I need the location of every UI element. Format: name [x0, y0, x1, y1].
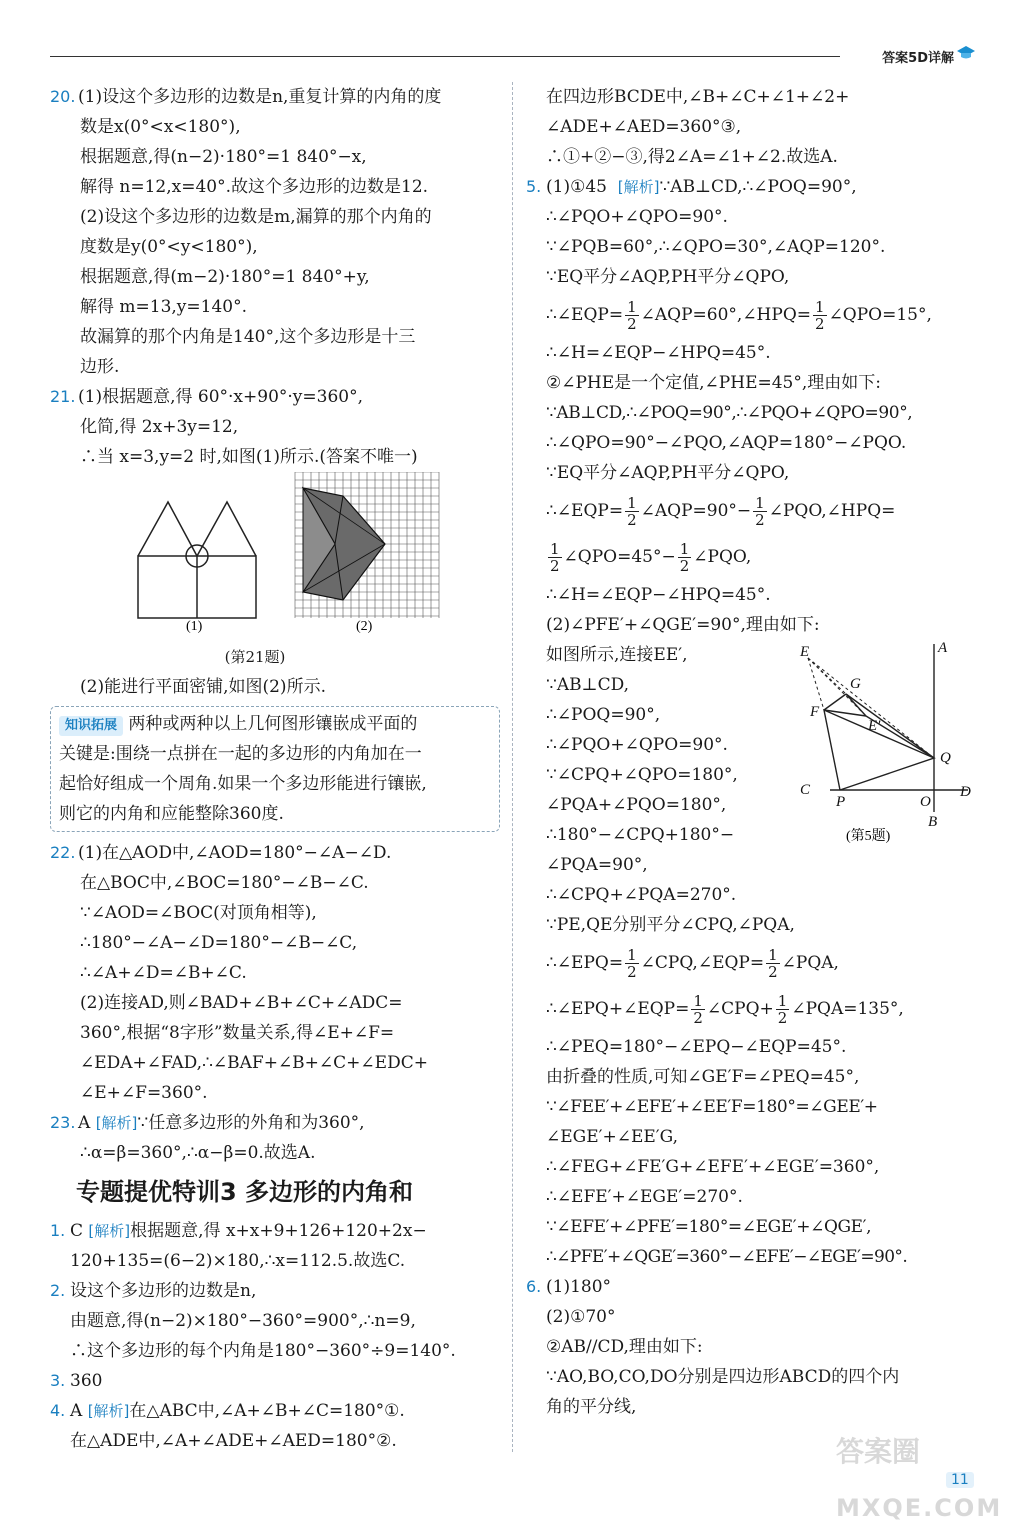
text-line: 在四边形BCDE中,∠B+∠C+∠1+∠2+: [546, 87, 850, 107]
text-segment: ∴∠EPQ+∠EQP=: [546, 999, 690, 1019]
text-line: ∴∠PEQ=180°−∠EPQ−∠EQP=45°.: [546, 1037, 847, 1057]
figure-caption: (第21题): [224, 648, 286, 666]
text-line: ∴∠POQ=90°,: [546, 705, 661, 725]
special-question-5: [526, 172, 982, 1272]
text-line: 360°,根据“8字形”数量关系,得∠E+∠F=: [80, 1023, 395, 1043]
text-line: ∵∠PQB=60°,∴∠QPO=30°,∠AQP=120°.: [546, 237, 886, 257]
fraction-numerator: 1: [627, 494, 637, 512]
text-line: [526, 986, 982, 1032]
text-line: 起恰好组成一个周角.如果一个多边形能进行镶嵌,: [59, 774, 427, 794]
text-line: 根据题意,得(m−2)·180°=1 840°+y,: [80, 267, 370, 287]
text-segment: ∠CPQ,∠EQP=: [640, 953, 765, 973]
text-line: ∠PQA=90°,: [546, 855, 648, 875]
fraction-half: [813, 299, 827, 332]
text-line: 关键是:围绕一点拼在一起的多边形的内角加在一: [59, 744, 422, 764]
question-number: 5.: [526, 177, 542, 196]
text-line: 360: [70, 1371, 103, 1391]
text-line: ∠E+∠F=360°.: [80, 1083, 208, 1103]
fraction-denominator: 2: [755, 511, 765, 529]
point-label: A: [938, 640, 948, 656]
text-line: ∵PE,QE分别平分∠CPQ,∠PQA,: [546, 915, 795, 935]
fraction-half: [766, 947, 780, 980]
text-line: ∴∠PFE′+∠QGE′=360°−∠EFE′−∠EGE′=90°.: [546, 1247, 908, 1267]
fraction-half: [548, 541, 562, 574]
text-line: ∴∠H=∠EQP−∠HPQ=45°.: [546, 343, 771, 363]
text-line: ∴180°−∠A−∠D=180°−∠B−∠C,: [80, 933, 358, 953]
text-line: ∴∠QPO=90°−∠PQO,∠AQP=180°−∠PQO.: [546, 433, 907, 453]
text-line: 120+135=(6−2)×180,∴x=112.5.故选C.: [70, 1251, 406, 1271]
question-number: 2.: [50, 1281, 66, 1300]
fraction-denominator: 2: [768, 963, 778, 981]
text-segment: ∠PQA,: [781, 953, 839, 973]
point-label: D: [960, 784, 971, 800]
fraction-half: [625, 495, 639, 528]
analysis-tag: [解析]: [87, 1402, 130, 1420]
figure-label: (1): [186, 619, 203, 634]
text-line: [526, 940, 982, 986]
text-line: ∵AB⊥CD,∴∠POQ=90°,: [659, 177, 857, 197]
fraction-denominator: 2: [627, 315, 637, 333]
point-label: Q: [940, 750, 951, 766]
point-label: E: [800, 644, 810, 660]
text-line: (2)连接AD,则∠BAD+∠B+∠C+∠ADC=: [80, 993, 403, 1013]
watermark-logo: 答案圈: [836, 1435, 921, 1468]
point-label: E′: [868, 718, 881, 734]
text-line: ∵任意多边形的外角和为360°,: [137, 1113, 365, 1133]
text-line: 在△BOC中,∠BOC=180°−∠B−∠C.: [80, 873, 369, 893]
question-number: 3.: [50, 1371, 66, 1390]
fraction-numerator: 1: [679, 540, 690, 558]
text-line: 度数是y(0°<y<180°),: [80, 237, 258, 257]
watermark-url: MXQE.COM: [836, 1494, 1003, 1522]
point-label: C: [800, 782, 811, 798]
text-line: (1)180°: [546, 1277, 612, 1297]
text-line: 如图所示,连接EE′,: [546, 645, 688, 665]
special-question-1: [50, 1216, 500, 1276]
fraction-denominator: 2: [627, 511, 637, 529]
special-question-6: [526, 1272, 982, 1422]
fraction-denominator: 2: [679, 557, 690, 575]
text-line: ∴α=β=360°,∴α−β=0.故选A.: [80, 1143, 316, 1163]
text-line: (1)设这个多边形的边数是n,重复计算的内角的度: [78, 87, 442, 107]
text-line: 在△ABC中,∠A+∠B+∠C=180°①.: [129, 1401, 405, 1421]
text-line: 设这个多边形的边数是n,: [70, 1281, 257, 1301]
question-number: 20.: [50, 87, 76, 106]
text-segment: ∴∠EQP=: [546, 305, 624, 325]
text-line: (1)根据题意,得 60°·x+90°·y=360°,: [78, 387, 363, 407]
text-line: ∴这个多边形的每个内角是180°−360°÷9=140°.: [70, 1341, 456, 1361]
text-line: [526, 534, 982, 580]
question-number: 23.: [50, 1113, 76, 1132]
special-question-4: [50, 1396, 500, 1456]
answer-choice: C: [70, 1221, 84, 1241]
point-label: O: [920, 794, 931, 810]
text-line: ∴180°−∠CPQ+180°−: [546, 825, 735, 845]
text-line: (2)∠PFE′+∠QGE′=90°,理由如下:: [546, 615, 820, 635]
fraction-half: [753, 495, 767, 528]
question-number: 21.: [50, 387, 76, 406]
text-line: ∵AO,BO,CO,DO分别是四边形ABCD的四个内: [546, 1367, 900, 1387]
text-line: ∴①+②−③,得2∠A=∠1+∠2.故选A.: [546, 147, 838, 167]
text-segment: ∠AQP=90°−: [640, 501, 752, 521]
text-line: ∴当 x=3,y=2 时,如图(1)所示.(答案不唯一): [80, 447, 418, 467]
figure-caption: (第5题): [846, 829, 891, 844]
text-line: ∵∠EFE′+∠PFE′=180°=∠EGE′+∠QGE′,: [546, 1217, 872, 1237]
fraction-half: [625, 299, 639, 332]
question-number: 22.: [50, 843, 76, 862]
header-rule: [50, 56, 840, 57]
figure-21: [50, 472, 500, 642]
answer-choice: A: [78, 1113, 91, 1133]
text-line: ∠EGE′+∠EE′G,: [546, 1127, 679, 1147]
fraction-half: [678, 541, 692, 574]
text-line: ∠ADE+∠AED=360°③,: [546, 117, 742, 137]
point-label: F: [810, 704, 820, 720]
text-line: ∵AB⊥CD,: [546, 675, 630, 695]
text-line: ∵∠AOD=∠BOC(对顶角相等),: [80, 903, 317, 923]
text-line: 则它的内角和应能整除360度.: [59, 804, 284, 824]
text-line: 在△ADE中,∠A+∠ADE+∠AED=180°②.: [70, 1431, 397, 1451]
text-line: ∴∠H=∠EQP−∠HPQ=45°.: [546, 585, 771, 605]
text-line: (2)设这个多边形的边数是m,漏算的那个内角的: [80, 207, 432, 227]
text-line: 故漏算的那个内角是140°,这个多边形是十三: [80, 327, 416, 347]
special-question-3: [50, 1366, 500, 1396]
fraction-denominator: 2: [777, 1009, 788, 1027]
text-line: 根据题意,得(n−2)·180°=1 840°−x,: [80, 147, 367, 167]
fraction-half: [776, 993, 790, 1026]
analysis-tag: [解析]: [95, 1114, 138, 1132]
fraction-half: [691, 993, 705, 1026]
question-20: [50, 82, 500, 382]
text-line: ∴∠EFE′+∠EGE′=270°.: [546, 1187, 743, 1207]
text-segment: ∠CPQ+: [706, 999, 774, 1019]
text-line: (1)在△AOD中,∠AOD=180°−∠A−∠D.: [78, 843, 392, 863]
fraction-numerator: 1: [550, 540, 560, 558]
header-title: 答案5D详解: [882, 51, 954, 66]
fraction-denominator: 2: [627, 963, 637, 981]
text-line: ∴∠FEG+∠FE′G+∠EFE′+∠EGE′=360°,: [546, 1157, 880, 1177]
section-title: 专题提优特训3 多边形的内角和: [76, 1178, 414, 1206]
text-line: 数是x(0°<x<180°),: [80, 117, 241, 137]
text-line: ∠PQA+∠PQO=180°,: [546, 795, 727, 815]
question-22: [50, 838, 500, 1108]
text-segment: ∴∠EQP=: [546, 501, 624, 521]
text-line: 两种或两种以上几何图形镶嵌成平面的: [128, 714, 418, 734]
text-segment: ∠PQO,: [693, 547, 752, 567]
figure-21-drawing: [50, 472, 500, 642]
text-line: 解得 n=12,x=40°.故这个多边形的边数是12.: [80, 177, 429, 197]
text-line: ∵EQ平分∠AQP,PH平分∠QPO,: [546, 267, 790, 287]
analysis-tag: [解析]: [617, 178, 660, 196]
text-line: [526, 292, 982, 338]
figure-5: [786, 634, 986, 844]
text-line: ∴∠CPQ+∠PQA=270°.: [546, 885, 737, 905]
point-label: P: [836, 794, 846, 810]
fraction-denominator: 2: [550, 557, 560, 575]
fraction-denominator: 2: [815, 315, 825, 333]
special-question-2: [50, 1276, 500, 1366]
text-line: (2)①70°: [546, 1307, 616, 1327]
question-number: 6.: [526, 1277, 542, 1296]
text-line: ∵AB⊥CD,∴∠POQ=90°,∴∠PQO+∠QPO=90°,: [546, 403, 913, 423]
text-line: 由折叠的性质,可知∠GE′F=∠PEQ=45°,: [546, 1067, 860, 1087]
fraction-numerator: 1: [768, 946, 778, 964]
page-number: 11: [946, 1472, 974, 1488]
fraction-numerator: 1: [815, 298, 825, 316]
text-segment: ∠PQO,∠HPQ=: [768, 501, 896, 521]
question-21: [50, 382, 500, 702]
text-line: ∴∠A+∠D=∠B+∠C.: [80, 963, 247, 983]
fraction-numerator: 1: [627, 946, 637, 964]
fraction-half: [625, 947, 639, 980]
text-line: (1)①45: [546, 177, 607, 197]
fraction-numerator: 1: [755, 494, 765, 512]
question-number: 1.: [50, 1221, 66, 1240]
text-line: ∵∠CPQ+∠QPO=180°,: [546, 765, 738, 785]
point-label: G: [850, 676, 861, 692]
question-number: 4.: [50, 1401, 66, 1420]
text-segment: ∠AQP=60°,∠HPQ=: [640, 305, 812, 325]
text-line: ∴∠PQO+∠QPO=90°.: [546, 735, 728, 755]
text-line: ∴∠PQO+∠QPO=90°.: [546, 207, 728, 227]
knowledge-tip-label: 知识拓展: [59, 716, 123, 736]
column-divider: [512, 82, 513, 1452]
text-segment: ∴∠EPQ=: [546, 953, 624, 973]
text-line: ②AB//CD,理由如下:: [546, 1337, 703, 1357]
left-column: [50, 82, 500, 1456]
text-line: 边形.: [80, 357, 120, 377]
figure-5-block: [526, 640, 982, 880]
fraction-numerator: 1: [627, 298, 637, 316]
fraction-numerator: 1: [777, 992, 788, 1010]
text-line: 由题意,得(n−2)×180°−360°=900°,∴n=9,: [70, 1311, 416, 1331]
text-line: 解得 m=13,y=140°.: [80, 297, 248, 317]
text-line: ②∠PHE是一个定值,∠PHE=45°,理由如下:: [546, 373, 881, 393]
text-line: (2)能进行平面密铺,如图(2)所示.: [80, 677, 326, 697]
figure-label: (2): [356, 619, 373, 634]
knowledge-tip-box: [50, 706, 500, 832]
answer-choice: A: [70, 1401, 83, 1421]
text-line: ∵EQ平分∠AQP,PH平分∠QPO,: [546, 463, 790, 483]
text-segment: ∠QPO=15°,: [828, 305, 932, 325]
text-line: 根据题意,得 x+x+9+126+120+2x−: [130, 1221, 427, 1241]
fraction-denominator: 2: [693, 1009, 703, 1027]
analysis-tag: [解析]: [88, 1222, 131, 1240]
text-segment: ∠QPO=45°−: [563, 547, 676, 567]
text-line: 角的平分线,: [546, 1397, 637, 1417]
text-segment: ∠PQA=135°,: [791, 999, 904, 1019]
right-column: [526, 82, 982, 1422]
fraction-numerator: 1: [693, 992, 703, 1010]
graduation-cap-icon: [956, 45, 976, 61]
text-line: ∵∠FEE′+∠EFE′+∠EE′F=180°=∠GEE′+: [546, 1097, 878, 1117]
text-line: ∠EDA+∠FAD,∴∠BAF+∠B+∠C+∠EDC+: [80, 1053, 428, 1073]
question-23: [50, 1108, 500, 1168]
text-line: 化简,得 2x+3y=12,: [80, 417, 239, 437]
point-label: B: [928, 814, 938, 830]
text-line: [526, 488, 982, 534]
